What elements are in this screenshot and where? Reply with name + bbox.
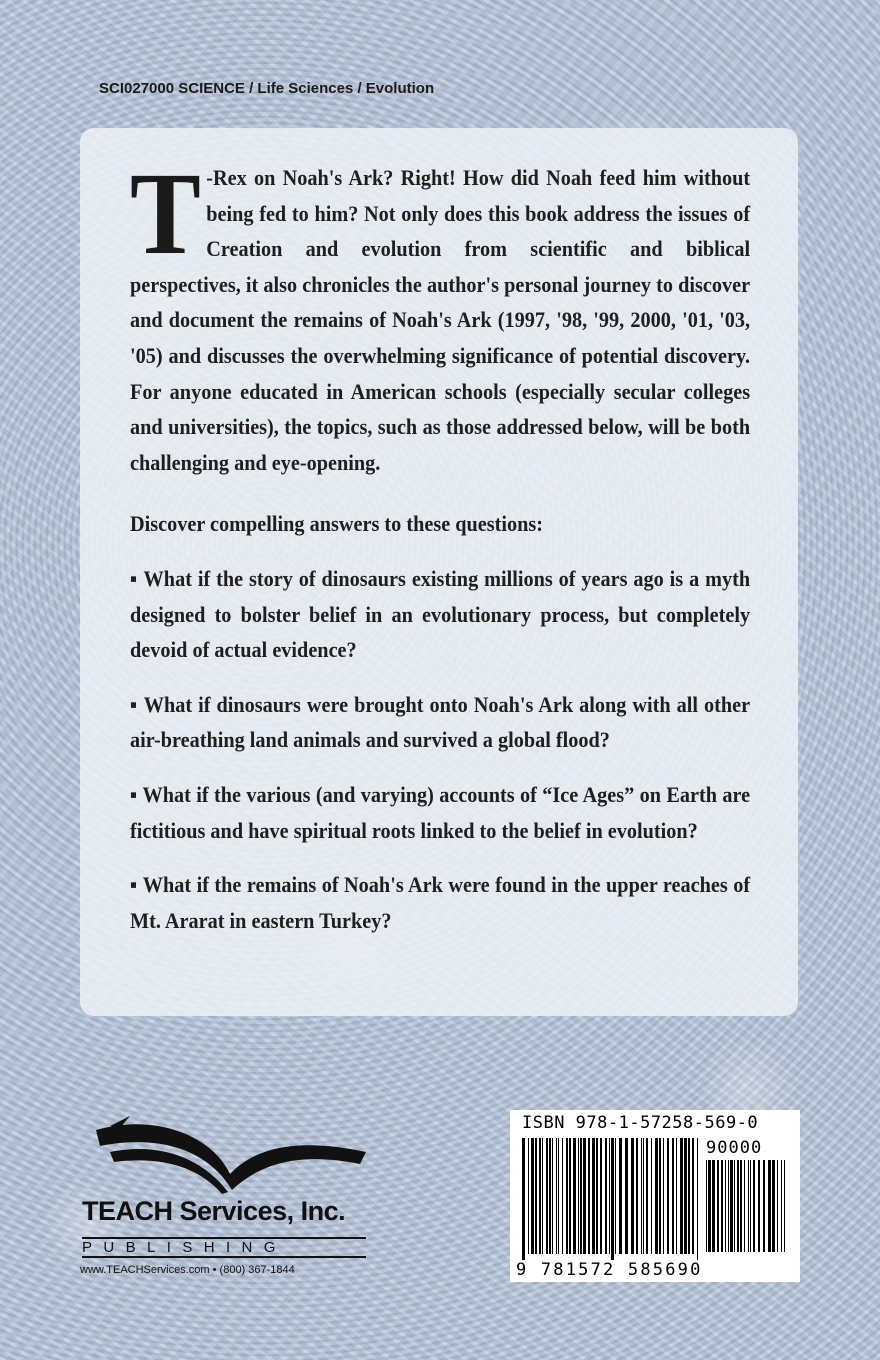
publisher-tagline: PUBLISHING xyxy=(82,1237,366,1258)
barcode-bar xyxy=(631,1138,634,1254)
price-code: 90000 xyxy=(706,1138,763,1158)
barcode-bar xyxy=(659,1138,661,1254)
open-book-icon xyxy=(90,1112,370,1194)
barcode-bar xyxy=(646,1138,648,1254)
barcode-bar xyxy=(531,1138,534,1254)
bullet-icon: ▪ xyxy=(130,565,139,591)
drop-cap: T xyxy=(130,148,201,279)
barcode-bar xyxy=(750,1160,751,1252)
barcode-bar xyxy=(611,1138,614,1260)
addon-barcode-bars xyxy=(706,1160,790,1258)
ean-barcode-bars xyxy=(522,1138,702,1260)
question-text: What if dinosaurs were brought onto Noah's Ark along with all other air-breathing land animals and survived a global flood? xyxy=(130,691,751,753)
isbn-barcode xyxy=(510,1110,800,1282)
question-item xyxy=(130,777,750,848)
barcode-bar xyxy=(655,1138,658,1254)
barcode-bar xyxy=(556,1138,557,1254)
question-item xyxy=(130,687,750,758)
barcode-bar xyxy=(737,1160,739,1252)
barcode-bar xyxy=(676,1138,677,1254)
barcode-bar xyxy=(753,1160,755,1252)
barcode-bar xyxy=(680,1138,683,1254)
barcode-bar xyxy=(558,1138,559,1254)
intro-paragraph xyxy=(130,148,751,480)
barcode-bar xyxy=(781,1160,782,1252)
barcode-bar xyxy=(777,1160,778,1252)
barcode-bar xyxy=(784,1160,785,1252)
barcode-bar xyxy=(758,1160,760,1252)
publisher-name: TEACH Services, Inc. xyxy=(82,1196,346,1226)
barcode-bar xyxy=(580,1138,582,1254)
barcode-bar xyxy=(730,1160,733,1252)
barcode-bar xyxy=(725,1160,726,1252)
barcode-bar xyxy=(549,1138,551,1254)
barcode-bar xyxy=(763,1160,765,1252)
isbn-text: ISBN 978-1-57258-569-0 xyxy=(522,1113,759,1133)
description-text xyxy=(130,148,751,938)
barcode-bar xyxy=(651,1138,652,1254)
barcode-bar xyxy=(641,1138,642,1254)
barcode-bar xyxy=(569,1138,571,1254)
question-text: What if the various (and varying) accounts of “Ice Ages” on Earth are fictitious and have spiritual roots linked to the belief in evolution? xyxy=(130,781,751,843)
publisher-contact: www.TEACHServices.com • (800) 367-1844 xyxy=(80,1264,295,1276)
barcode-bar xyxy=(619,1138,622,1254)
barcode-bar xyxy=(583,1138,586,1254)
barcode-bar xyxy=(740,1160,742,1252)
barcode-bar xyxy=(522,1138,525,1260)
barcode-bar xyxy=(663,1138,664,1254)
barcode-bar xyxy=(588,1138,590,1254)
questions-lead: Discover compelling answers to these questions: xyxy=(130,511,544,537)
barcode-bar xyxy=(615,1138,616,1254)
barcode-bar xyxy=(697,1138,698,1260)
question-item xyxy=(130,867,750,938)
barcode-bar xyxy=(667,1138,669,1254)
barcode-bar xyxy=(772,1160,775,1252)
publisher-logo xyxy=(78,1112,368,1282)
barcode-bar xyxy=(643,1138,644,1254)
barcode-bar xyxy=(542,1138,543,1254)
barcode-bar xyxy=(578,1138,579,1254)
barcode-bar xyxy=(535,1138,537,1254)
barcode-bar xyxy=(744,1160,745,1252)
barcode-bar xyxy=(692,1138,694,1254)
barcode-bar xyxy=(546,1138,548,1254)
bullet-icon: ▪ xyxy=(130,691,139,717)
barcode-bar xyxy=(721,1160,723,1252)
barcode-bar xyxy=(609,1138,610,1254)
barcode-bar xyxy=(688,1138,690,1254)
barcode-bar xyxy=(672,1138,674,1254)
barcode-bar xyxy=(552,1138,553,1254)
barcode-bar xyxy=(573,1138,576,1254)
barcode-bar xyxy=(539,1138,541,1254)
barcode-bar xyxy=(625,1138,628,1254)
question-text: What if the remains of Noah's Ark were found in the upper reaches of Mt. Ararat in eastern Turkey? xyxy=(130,872,751,933)
barcode-bar xyxy=(708,1160,711,1252)
barcode-bar xyxy=(592,1138,595,1254)
barcode-bar xyxy=(734,1160,735,1252)
barcode-bar xyxy=(562,1138,563,1254)
barcode-bar xyxy=(596,1138,598,1254)
barcode-bar xyxy=(748,1160,749,1252)
intro-text: -Rex on Noah's Ark? Right! How did Noah feed him without being fed to him? Not only does this book address the issues of Creation and evolution from scientific and biblical perspectives, it also chronicles the author's personal journey to discover and document the remains of Noah's Ark (1997, '98, '99, 2000, '01, '03, '05) and discusses the overwhelming significance of potential discovery. For anyone educated in American schools (especially secular colleges and universities), the topics, such as those addressed below, will be both challenging and eye-opening. xyxy=(130,165,751,475)
barcode-bar xyxy=(768,1160,771,1252)
barcode-bar xyxy=(600,1138,602,1254)
bisac-category: SCI027000 SCIENCE / Life Sciences / Evolution xyxy=(99,80,435,97)
barcode-bar xyxy=(728,1160,729,1252)
question-item xyxy=(130,561,750,668)
bullet-icon: ▪ xyxy=(130,872,138,898)
barcode-bar xyxy=(605,1138,607,1254)
barcode-bar xyxy=(636,1138,638,1254)
bullet-icon: ▪ xyxy=(130,781,138,807)
barcode-bar xyxy=(566,1138,568,1254)
barcode-bar xyxy=(717,1160,719,1252)
question-text: What if the story of dinosaurs existing millions of years ago is a myth designed to bolster belief in an evolutionary process, but completely devoid of actual evidence? xyxy=(130,565,751,663)
barcode-bar xyxy=(706,1160,707,1252)
ean-digits: 9 781572 585690 xyxy=(516,1260,703,1280)
barcode-bar xyxy=(528,1138,529,1254)
barcode-bar xyxy=(712,1160,715,1252)
barcode-bar xyxy=(684,1138,687,1254)
